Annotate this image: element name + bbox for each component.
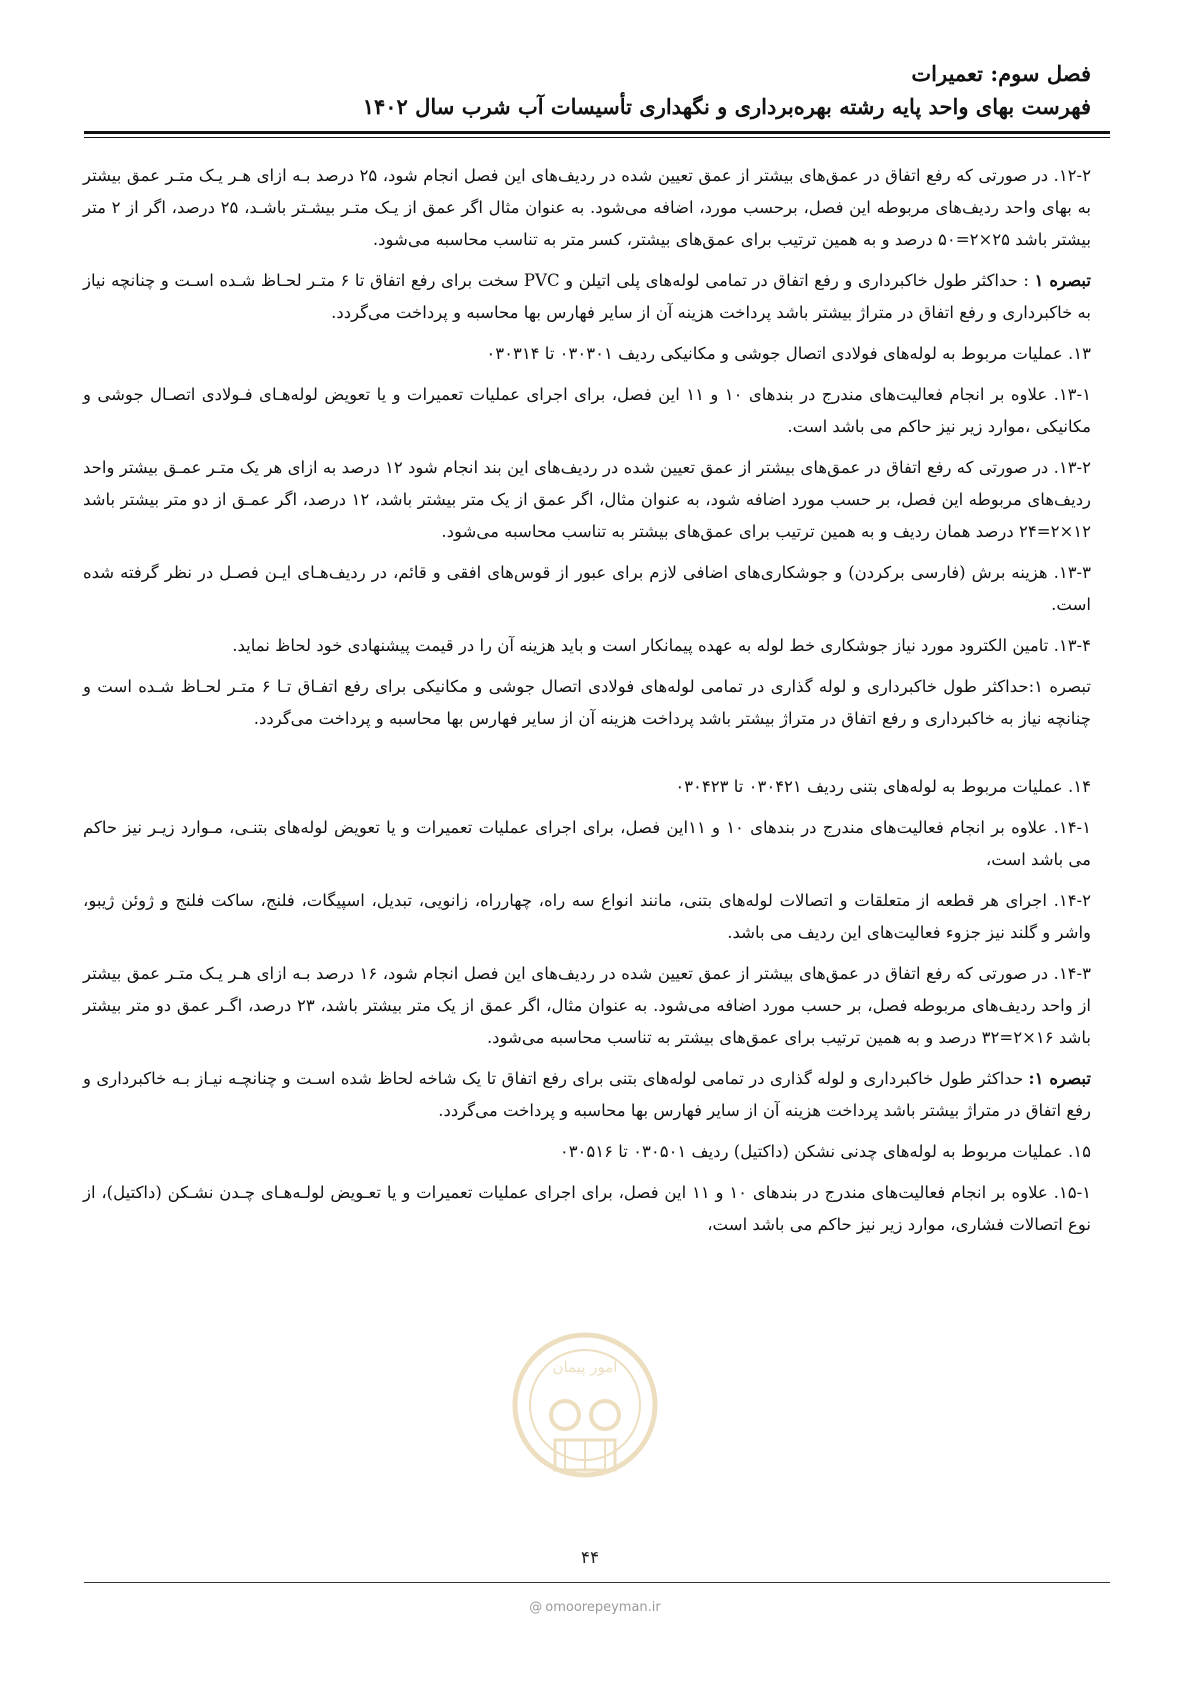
note-label: تبصره ۱ (1034, 271, 1092, 290)
note-1-pvc: تبصره ۱ : حداکثر طول خاکبرداری و رفع اتفاق در تمامی لوله‌های پلی اتیلن و PVC سخت برای رفع اتفاق تا ۶ متـر لحـاظ شـده اسـت و چنانچه نیاز به خاکبرداری و رفع اتفاق در متراژ بیشتر باشد پرداخت هزینه آن از سایر فهارس بها محاسبه و پرداخت می‌گردد. (83, 271, 1092, 322)
paragraph-13-2: ۱۳-۲. در صورتی که رفع اتفاق در عمق‌های بیشتر از عمق تعیین شده در ردیف‌های این بند انجام شود ۱۲ درصد به ازای هر یک متـر عمـق بیشتر واحد ردیف‌های مربوطه این فصل، بر حسب مورد اضافه شود، به عنوان مثال، اگر عمق از یک متر بیشتر باشد، ۱۲ درصد، اگر عمـق از دو متر بیشتر باشد ۱۲×۲=۲۴ درصد همان ردیف و به همین ترتیب برای عمق‌های بیشتر به تناسب محاسبه می‌شود. (83, 458, 1092, 541)
page-number: ۴۴ (580, 1548, 600, 1568)
section-15-heading: ۱۵. عملیات مربوط به لوله‌های چدنی نشکن (داکتیل) ردیف ۰۳۰۵۰۱ تا ۰۳۰۵۱۶ (559, 1142, 1091, 1161)
document-title: فهرست بهای واحد پایه رشته بهره‌برداری و نگهداری تأسیسات آب شرب سال ۱۴۰۲ (362, 94, 1091, 119)
paragraph-13-4: ۱۳-۴. تامین الکترود مورد نیاز جوشکاری خط لوله به عهده پیمانکار است و باید هزینه آن را در قیمت پیشنهادی خود لحاظ نماید. (232, 636, 1091, 655)
body-text (83, 160, 1091, 1250)
header-rule-thin (84, 137, 1110, 138)
site-credit: @ omoorepeyman.ir (529, 1600, 661, 1615)
note-1-concrete: تبصره ۱: حداکثر طول خاکبرداری و لوله گذاری در تمامی لوله‌های بتنی برای رفع اتفاق تا یک شاخه لحاظ شده اسـت و چنانچـه نیـاز بـه خاکبرداری و رفع اتفاق در متراژ بیشتر باشد پرداخت هزینه آن از سایر فهارس بها محاسبه و پرداخت می‌گردد. (83, 1069, 1092, 1120)
paragraph-15-1: ۱۵-۱. علاوه بر انجام فعالیت‌های مندرج در بندهای ۱۰ و ۱۱ این فصل، برای اجرای عملیات تعمیرات و یا تعـویض لولـه‌هـای چـدن نشـکن (داکتیل)، از نوع اتصالات فشاری، موارد زیر نیز حاکم می باشد است، (83, 1183, 1092, 1234)
paragraph-13-3: ۱۳-۳. هزینه برش (فارسی برکردن) و جوشکاری‌های اضافی لازم برای عبور از قوس‌های افقی و قائم، در ردیف‌هـای ایـن فصـل در نظر گرفته شده است. (83, 563, 1091, 614)
note-1-steel: تبصره ۱:حداکثر طول خاکبرداری و لوله گذاری در تمامی لوله‌های فولادی اتصال جوشی و مکانیکی برای رفع اتفـاق تـا ۶ متـر لحـاظ شـده است و چنانچه نیاز به خاکبرداری و رفع اتفاق در متراژ بیشتر باشد پرداخت هزینه آن از سایر فهارس بها محاسبه و پرداخت می‌گردد. (83, 677, 1091, 728)
footer-rule (84, 1582, 1110, 1583)
page-header (81, 58, 1091, 124)
seal-watermark (505, 1310, 665, 1520)
paragraph-12-2: ۱۲-۲. در صورتی که رفع اتفاق در عمق‌های بیشتر از عمق تعیین شده در ردیف‌های این فصل انجام شود، ۲۵ درصد بـه ازای هـر یـک متـر عمق بیشتر به بهای واحد ردیف‌های مربوطه این فصل، برحسب مورد، اضافه می‌شود. به عنوان مثال اگر عمق از یـک متـر بیشـتر باشـد، ۲۵ درصد، اگر از ۲ متر بیشتر باشد ۲۵×۲=۵۰ درصد و به همین ترتیب برای عمق‌های بیشتر، کسر متر به تناسب محاسبه می‌شود. (83, 166, 1092, 249)
paragraph-14-3: ۱۴-۳. در صورتی که رفع اتفاق در عمق‌های بیشتر از عمق تعیین شده در ردیف‌های این فصل انجام شود، ۱۶ درصد بـه ازای هـر یـک متـر عمق بیشتر از واحد ردیف‌های مربوطه فصل، بر حسب مورد اضافه می‌شود. به عنوان مثال، اگر عمق از یک متر بیشتر باشد، ۲۳ درصد، اگـر عمق دو متر بیشتر باشد ۱۶×۲=۳۲ درصد و به همین ترتیب برای عمق‌های بیشتر به تناسب محاسبه می‌شود. (83, 964, 1092, 1047)
chapter-title: فصل سوم: تعمیرات (911, 61, 1091, 86)
section-14-heading: ۱۴. عملیات مربوط به لوله‌های بتنی ردیف ۰۳۰۴۲۱ تا ۰۳۰۴۲۳ (675, 777, 1091, 796)
note-label: تبصره ۱: (1028, 1069, 1092, 1088)
paragraph-14-1: ۱۴-۱. علاوه بر انجام فعالیت‌های مندرج در بندهای ۱۰ و ۱۱این فصل، برای اجرای عملیات تعمیرات و یا تعویض لوله‌های بتنـی، مـوارد زیـر نیز حاکم می باشد است، (83, 818, 1091, 869)
paragraph-14-2: ۱۴-۲. اجرای هر قطعه از متعلقات و اتصالات لوله‌های بتنی، مانند انواع سه راه، چهارراه، زانویی، تبدیل، اسپیگات، فلنج، ساکت فلنج و ژوئن ژیبو، واشر و گلند نیز جزوء فعالیت‌های این ردیف می باشد. (83, 891, 1091, 942)
section-13-heading: ۱۳. عملیات مربوط به لوله‌های فولادی اتصال جوشی و مکانیکی ردیف ۰۳۰۳۰۱ تا ۰۳۰۳۱۴ (486, 344, 1091, 363)
at-icon: @ (529, 1600, 543, 1615)
header-rule-thick (84, 131, 1110, 134)
svg-text:امور پیمان: امور پیمان (552, 1358, 618, 1376)
paragraph-13-1: ۱۳-۱. علاوه بر انجام فعالیت‌های مندرج در بندهای ۱۰ و ۱۱ این فصل، برای اجرای عملیات تعمیرات و یا تعویض لوله‌هـای فـولادی اتصـال جوشی و مکانیکی ،موارد زیر نیز حاکم می باشد است. (83, 385, 1091, 436)
